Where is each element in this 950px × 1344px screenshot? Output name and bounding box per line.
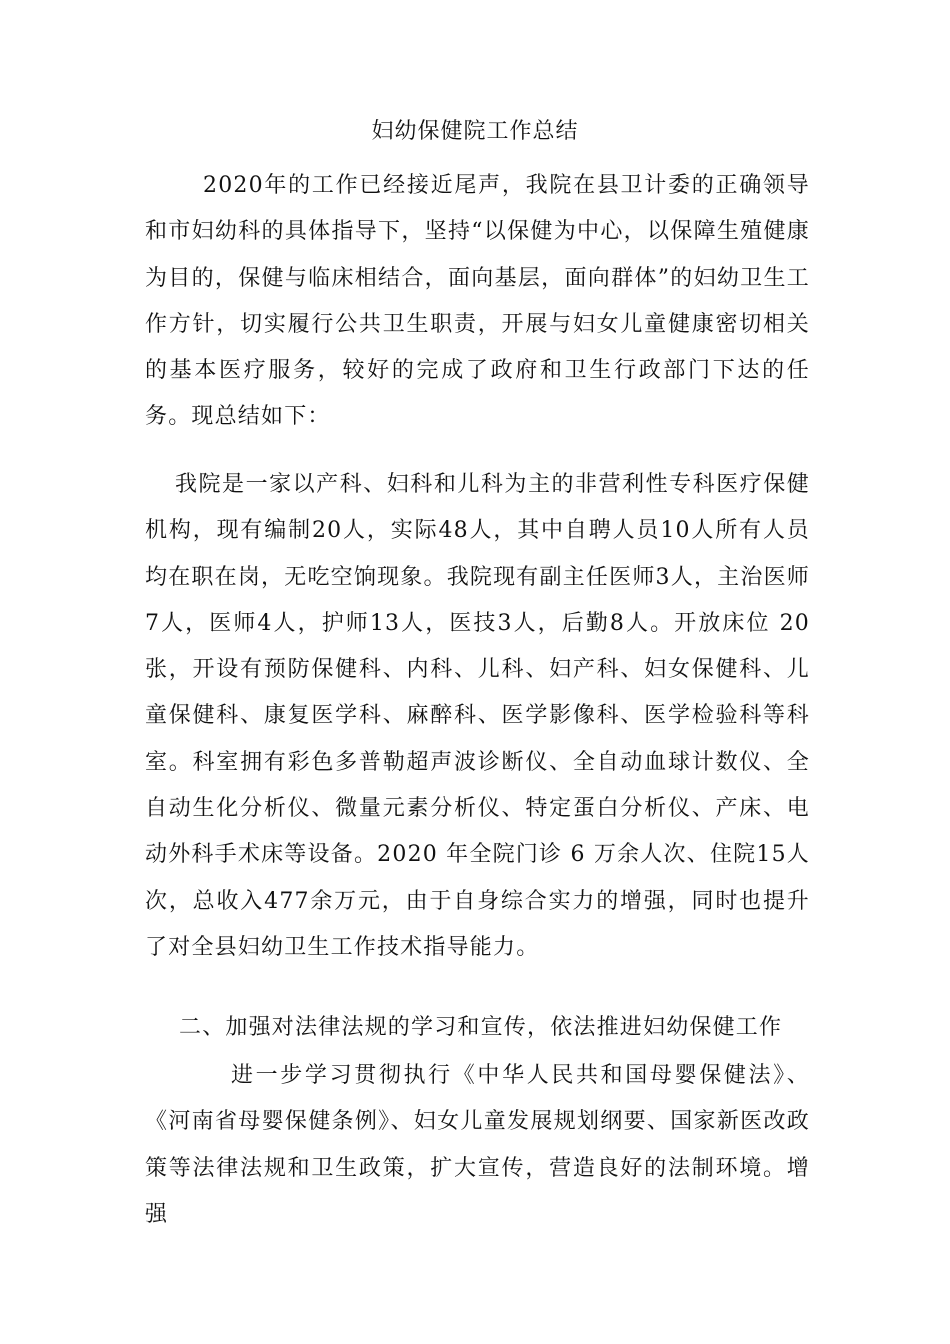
paragraph-hospital-overview: 我院是一家以产科、妇科和儿科为主的非营利性专科医疗保健机构，现有编制20人，实际48人，其中自聘人员10人所有人员均在职在岗，无吃空饷现象。我院现有副主任医师3人，主治医师 7人，医师4人，护师13人，医技3人，后勤8人。开放床位 20张，开设有预防保健科、内科、儿科、妇产科、妇女保健科、儿童保健科、康复医学科、麻醉科、医学影像科、医学检验科等科室。科室拥有彩色多普勒超声波诊断仪、全自动血球计数仪、全自动生化分析仪、微量元素分析仪、特定蛋白分析仪、产床、电动外科手术床等设备。2020 年全院门诊 6 万余人次、住院15人次，总收入477余万元，由于自身综合实力的增强，同时也提升了对全县妇幼卫生工作技术指导能力。 — [145, 472, 810, 960]
document-title: 妇幼保健院工作总结 — [371, 119, 579, 144]
paragraph-intro: 2020年的工作已经接近尾声，我院在县卫计委的正确领导和市妇幼科的具体指导下，坚持“以保健为中心，以保障生殖健康为目的，保健与临床相结合，面向基层，面向群体”的妇幼卫生工作方针，切实履行公共卫生职责，开展与妇女儿童健康密切相关的基本医疗服务，较好的完成了政府和卫生行政部门下达的任务。现总结如下： — [145, 173, 810, 430]
paragraph-law-study: 进一步学习贯彻执行《中华人民共和国母婴保健法》、《河南省母婴保健条例》、妇女儿童发展规划纲要、国家新医改政策等法律法规和卫生政策，扩大宣传，营造良好的法制环境。增强 — [145, 1063, 810, 1227]
section-heading-law: 二、加强对法律法规的学习和宣传，依法推进妇幼保健工作 — [179, 1015, 783, 1040]
